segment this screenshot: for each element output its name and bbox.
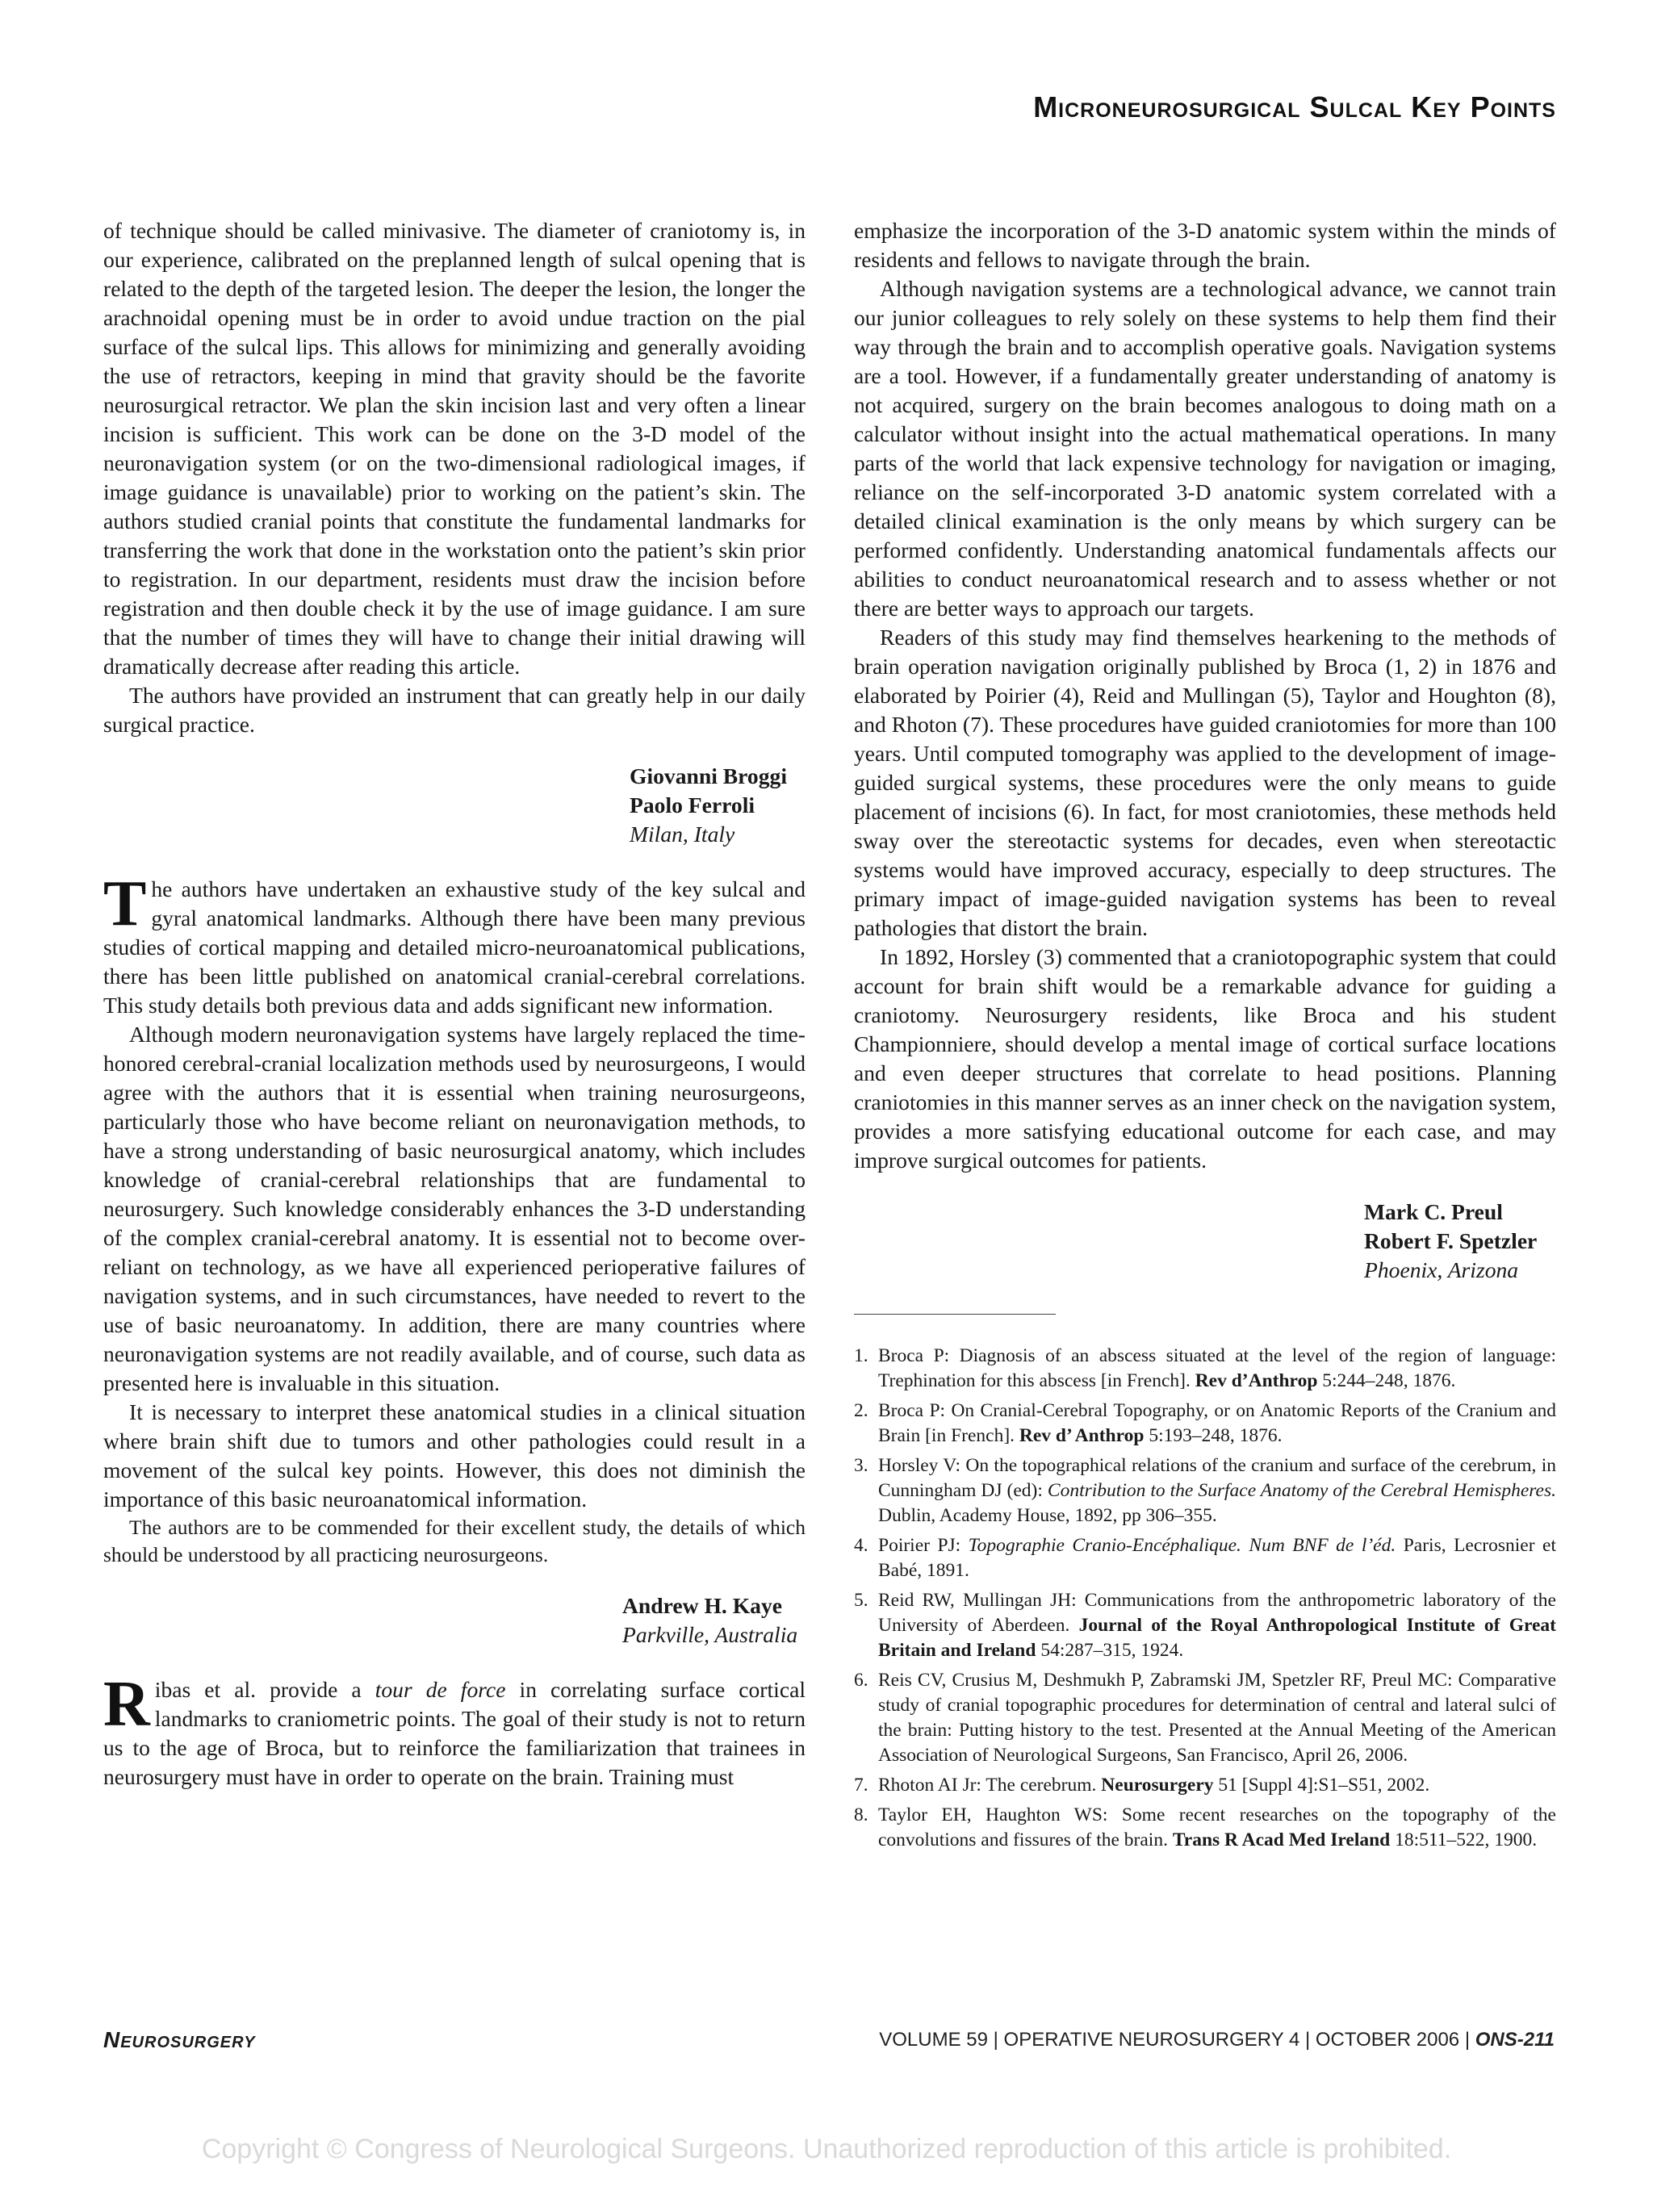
reference-journal: Rev d’ Anthrop [1019, 1425, 1145, 1446]
emphasis-text: tour de force [375, 1677, 506, 1702]
reference-text: Broca P: Diagnosis of an abscess situated at the level of the region of language: Trephination for this abscess [in French]. [878, 1345, 1556, 1391]
reference-item [854, 1588, 1556, 1663]
reference-divider [854, 1314, 1056, 1315]
author-name: Paolo Ferroli [630, 792, 755, 817]
author-name: Mark C. Preul [1364, 1199, 1503, 1224]
reference-text: Reis CV, Crusius M, Deshmukh P, Zabramski JM, Spetzler RF, Preul MC: Comparative study of cranial topographic procedures for determination of central and lateral sulci of the brain: Putting history to the test. Presented at the Annual Meeting of the American Association of Neurological Surgeons, San Francisco, April 26, 2006. [878, 1670, 1556, 1766]
reference-text: 5:193–248, 1876. [1144, 1425, 1283, 1446]
reference-number: 1. [854, 1345, 868, 1366]
paragraph: Although navigation systems are a technological advance, we cannot train our junior colleagues to rely solely on these systems to help them find their way through the brain and to accomplish operative goals. Navigation systems are a tool. However, if a fundamentally greater understanding of anatomy is not acquired, surgery on the brain becomes analogous to doing math on a calculator without insight into the actual mathematical operations. In many parts of the world that lack expensive technology for navigation or imaging, reliance on the self-incorporated 3-D anatomic system correlated with a detailed clinical examination is the only means by which surgery can be performed confidently. Understanding anatomical fundamentals affects our abilities to conduct neuroanatomical research and to assess whether or not there are better ways to approach our targets. [854, 276, 1556, 621]
reference-number: 2. [854, 1400, 868, 1421]
paragraph: The authors are to be commended for their excellent study, the details of which should be understood by all practicing neurosurgeons. [103, 1516, 806, 1566]
reference-number: 5. [854, 1590, 868, 1611]
reference-text: Horsley V: On the topographical relations of the cranium and surface of the cerebrum, in Cunningham DJ (ed): [878, 1455, 1556, 1501]
reference-item [854, 1453, 1556, 1528]
paragraph [103, 868, 806, 1020]
paragraph [103, 1669, 806, 1792]
reference-number: 6. [854, 1670, 868, 1691]
author-location: Phoenix, Arizona [1364, 1257, 1519, 1282]
reference-number: 4. [854, 1535, 868, 1556]
paragraph-text: in correlating surface cortical landmarks to craniometric points. The goal of their study is not to return us to the age of Broca, but to reinforce the familiarization that trainees in neurosurgery must have in order to operate on the brain. Training must [103, 1677, 806, 1789]
reference-number: 7. [854, 1775, 868, 1796]
issue-info [879, 2029, 1555, 2051]
reference-journal: Journal of the Royal Anthropological Institute of Great Britain and Ireland [878, 1615, 1556, 1661]
paragraph: Readers of this study may find themselves hearkening to the methods of brain operation navigation originally published by Broca (1, 2) in 1876 and elaborated by Poirier (4), Reid and Mullingan (5), Taylor and Houghton (8), and Rhoton (7). These procedures have guided craniotomies for more than 100 years. Until computed tomography was applied to the development of image-guided surgical systems, these procedures were the only means to guide placement of incisions (6). In fact, for most craniotomies, these methods held sway over the stereotactic systems for decades, even when stereotactic systems would have improved accuracy, especially to deep structures. The primary impact of image-guided navigation systems has been to reveal pathologies that distort the brain. [854, 625, 1556, 940]
reference-journal: Trans R Acad Med Ireland [1172, 1829, 1391, 1850]
reference-number: 3. [854, 1455, 868, 1476]
reference-text: Rhoton AI Jr: The cerebrum. [878, 1775, 1102, 1796]
paragraph-text: he authors have undertaken an exhaustive study of the key sulcal and gyral anatomical landmarks. Although there have been many previous studies of cortical mapping and detailed micro-neuroanatomical publications, there has been little published on anatomical cranial-cerebral correlations. This study details both previous data and adds significant new information. [103, 876, 806, 1018]
author-location: Parkville, Australia [622, 1622, 798, 1647]
paragraph: In 1892, Horsley (3) commented that a craniotopographic system that could account for brain shift would be a remarkable advance for guiding a craniotomy. Neurosurgery residents, like Broca and his student Championniere, should develop a mental image of cortical surface locations and even deeper structures that correlate to head positions. Planning craniotomies in this manner serves as an inner check on the navigation system, provides a more satisfying educational outcome for each case, and may improve surgical outcomes for patients. [854, 944, 1556, 1173]
reference-item [854, 1344, 1556, 1394]
reference-list [854, 1344, 1556, 1853]
signature-block [854, 1198, 1556, 1285]
drop-cap: R [103, 1669, 150, 1740]
reference-text: Dublin, Academy House, 1892, pp 306–355. [878, 1505, 1217, 1526]
reference-text: 5:244–248, 1876. [1317, 1370, 1456, 1391]
reference-text: 51 [Suppl 4]:S1–S51, 2002. [1213, 1775, 1430, 1796]
reference-text: Paris, Lecrosnier et Babé, 1891. [878, 1535, 1556, 1581]
reference-text: 18:511–522, 1900. [1390, 1829, 1538, 1850]
reference-text: 54:287–315, 1924. [1036, 1640, 1184, 1661]
reference-item [854, 1399, 1556, 1449]
paragraph: of technique should be called minivasive. The diameter of craniotomy is, in our experience, calibrated on the preplanned length of sulcal opening that is related to the depth of the targeted lesion. The deeper the lesion, the longer the arachnoidal opening must be in order to avoid undue traction on the pial surface of the sulcal lips. This allows for minimizing and generally avoiding the use of retractors, keeping in mind that gravity should be the favorite neurosurgical retractor. We plan the skin incision last and very often a linear incision is sufficient. This work can be done on the 3-D model of the neuronavigation system (or on the two-dimensional radiological images, if image guidance is unavailable) prior to working on the patient’s skin. The authors studied cranial points that constitute the fundamental landmarks for transferring the work that done in the workstation onto the patient’s skin prior to registration. In our department, residents must draw the incision before registration and then double check it by the use of image guidance. I am sure that the number of times they will have to change their initial drawing will dramatically decrease after reading this article. [103, 218, 806, 679]
author-name: Andrew H. Kaye [622, 1593, 783, 1618]
reference-item [854, 1668, 1556, 1768]
paragraph-text: ibas et al. provide a [154, 1677, 375, 1702]
reference-text: Reid RW, Mullingan JH: Communications from the anthropometric laboratory of the University of Aberdeen. [878, 1590, 1556, 1636]
signature-block [103, 1591, 806, 1650]
copyright-watermark: Copyright © Congress of Neurological Surgeons. Unauthorized reproduction of this article is prohibited. [201, 2134, 1452, 2164]
author-name: Robert F. Spetzler [1364, 1228, 1538, 1253]
reference-item [854, 1773, 1556, 1798]
running-head: Microneurosurgical Sulcal Key Points [1033, 90, 1556, 123]
issue-text: VOLUME 59 | OPERATIVE NEUROSURGERY 4 | OCTOBER 2006 | [879, 2029, 1475, 2051]
author-location: Milan, Italy [630, 822, 735, 847]
paragraph: emphasize the incorporation of the 3-D anatomic system within the minds of residents and fellows to navigate through the brain. [854, 218, 1556, 272]
reference-number: 8. [854, 1804, 868, 1825]
paragraph: The authors have provided an instrument that can greatly help in our daily surgical practice. [103, 683, 806, 737]
reference-text: Broca P: On Cranial-Cerebral Topography, or on Anatomic Reports of the Cranium and Brain [in French]. [878, 1400, 1556, 1446]
page-number: ONS-211 [1475, 2029, 1555, 2051]
author-name: Giovanni Broggi [630, 763, 787, 788]
reference-journal: Rev d’Anthrop [1195, 1370, 1318, 1391]
paragraph: It is necessary to interpret these anatomical studies in a clinical situation where brain shift due to tumors and other pathologies could result in a movement of the sulcal key points. However, this does not diminish the importance of this basic neuroanatomical information. [103, 1399, 806, 1512]
reference-text: Poirier PJ: [878, 1535, 969, 1556]
signature-block [103, 762, 806, 849]
paragraph: Although modern neuronavigation systems have largely replaced the time-honored cerebral-cranial localization methods used by neurosurgeons, I would agree with the authors that it is essential when training neurosurgeons, particularly those who have become reliant on neuronavigation methods, to have a strong understanding of basic neurosurgical anatomy, which includes knowledge of cranial-cerebral relationships that are fundamental to neurosurgery. Such knowledge considerably enhances the 3-D understanding of the complex cranial-cerebral anatomy. It is essential not to become over-reliant on technology, as we have all experienced perioperative failures of navigation systems, and in such circumstances, have needed to revert to the use of basic neuroanatomy. In addition, there are many countries where neuronavigation systems are not readily available, and of course, such data as presented here is invaluable in this situation. [103, 1022, 806, 1395]
reference-item [854, 1533, 1556, 1583]
reference-text: Taylor EH, Haughton WS: Some recent researches on the topography of the convolutions and fissures of the brain. [878, 1804, 1556, 1850]
drop-cap: T [103, 868, 147, 939]
journal-name: Neurosurgery [103, 2027, 256, 2052]
left-column [103, 216, 806, 1792]
reference-title: Topographie Cranio-Encéphalique. Num BNF de l’éd. [968, 1535, 1396, 1556]
reference-journal: Neurosurgery [1101, 1775, 1214, 1796]
reference-item [854, 1803, 1556, 1853]
reference-title: Contribution to the Surface Anatomy of the Cerebral Hemispheres. [1047, 1480, 1556, 1501]
right-column [854, 216, 1556, 1858]
